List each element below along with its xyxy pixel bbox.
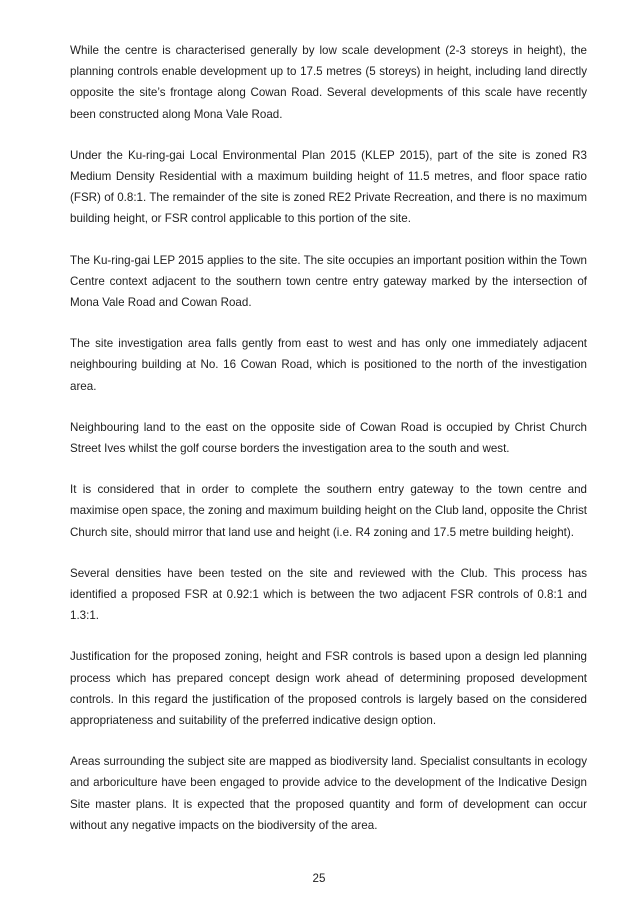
- body-text: [70, 40, 587, 856]
- paragraph-justification: Justification for the proposed zoning, height and FSR controls is based upon a design led planning process which has prepared concept design work ahead of determining proposed development controls. In this regard the justification of the proposed controls is largely based on the considered appropriateness and suitability of the preferred indicative design option.: [70, 650, 587, 728]
- paragraph-klep-zoning: Under the Ku-ring-gai Local Environmental Plan 2015 (KLEP 2015), part of the site is zoned R3 Medium Density Residential with a maximum building height of 11.5 metres, and floor space ratio (FSR) of 0.8:1. The remainder of the site is zoned RE2 Private Recreation, and there is no maximum building height, or FSR control applicable to this portion of the site.: [70, 148, 587, 226]
- paragraph-entry-gateway: It is considered that in order to complete the southern entry gateway to the town centre and maximise open space, the zoning and maximum building height on the Club land, opposite the Christ Church site, should mirror that land use and height (i.e. R4 zoning and 17.5 metre building height).: [70, 483, 587, 539]
- paragraph-biodiversity: Areas surrounding the subject site are mapped as biodiversity land. Specialist consultants in ecology and arboriculture have been engaged to provide advice to the development of the Indicative Design Site master plans. It is expected that the proposed quantity and form of development can occur without any negative impacts on the biodiversity of the area.: [70, 755, 587, 832]
- paragraph-centre-scale: While the centre is characterised generally by low scale development (2-3 storeys in height), the planning controls enable development up to 17.5 metres (5 storeys) in height, including land directly opposite the site’s frontage along Cowan Road. Several developments of this scale have recently been constructed along Mona Vale Road.: [70, 44, 587, 121]
- page-number: 25: [312, 872, 326, 885]
- paragraph-lep-applies: The Ku-ring-gai LEP 2015 applies to the site. The site occupies an important position within the Town Centre context adjacent to the southern town centre entry gateway marked by the intersection of Mona Vale Road and Cowan Road.: [70, 253, 587, 310]
- paragraph-neighbouring-land: Neighbouring land to the east on the opposite side of Cowan Road is occupied by Christ Church Street Ives whilst the golf course borders the investigation area to the south and west.: [70, 420, 587, 456]
- paragraph-site-investigation: The site investigation area falls gently from east to west and has only one immediately adjacent neighbouring building at No. 16 Cowan Road, which is positioned to the north of the investigation area.: [70, 337, 587, 393]
- paragraph-densities-tested: Several densities have been tested on the site and reviewed with the Club. This process has identified a proposed FSR at 0.92:1 which is between the two adjacent FSR controls of 0.8:1 and 1.3:1.: [70, 566, 587, 623]
